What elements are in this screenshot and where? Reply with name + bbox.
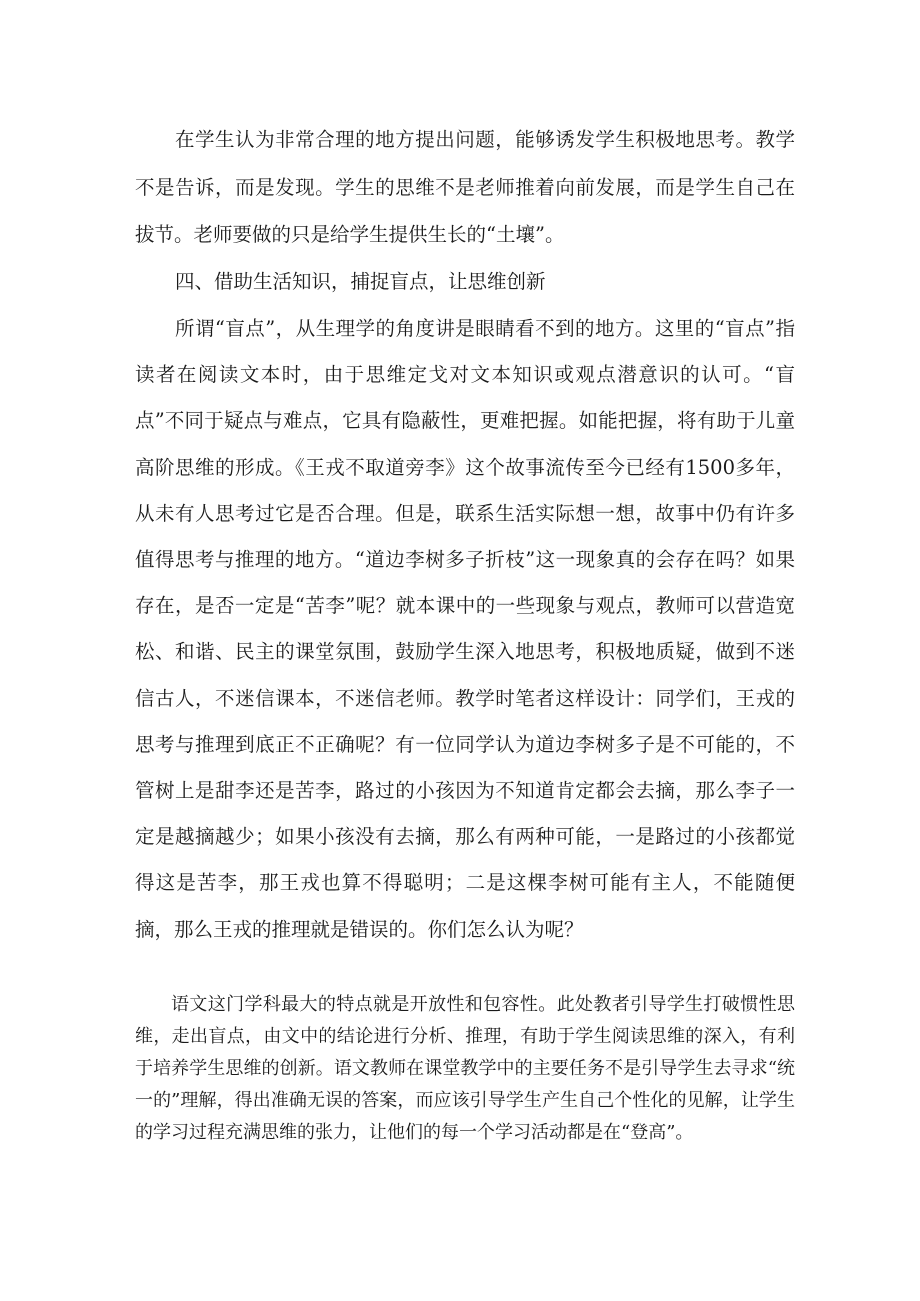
section-heading: 四、借助生活知识，捕捉盲点，让思维创新 — [175, 270, 546, 293]
blind-spot-paragraph: 所谓“盲点”，从生理学的角度讲是眼睛看不到的地方。这里的“盲点”指读者在阅读文本时，由于思维定戈对文本知识或观点潜意识的认可。“盲点”不同于疑点与难点，它具有隐蔽性，更难把握。如能把握，将有助于儿童高阶思维的形成。《王戎不取道旁李》这个故事流传至今已经有1500多年，从未有人思考过它是否合理。但是，联系生活实际想一想，故事中仍有许多值得思考与推理的地方。“道边李树多子折枝”这一现象真的会存在吗？如果存在，是否一定是“苦李”呢？就本课中的一些现象与观点，教师可以营造宽松、和谐、民主的课堂氛围，鼓励学生深入地思考，积极地质疑，做到不迷信古人，不迷信课本，不迷信老师。教学时笔者这样设计：同学们，王戎的思考与推理到底正不正确呢？有一位同学认为道边李树多子是不可能的，不管树上是甜李还是苦李，路过的小孩因为不知道肯定都会去摘，那么李子一定是越摘越少；如果小孩没有去摘，那么有两种可能，一是路过的小孩都觉得这是苦李，那王戎也算不得聪明；二是这棵李树可能有主人，不能随便摘，那么王戎的推理就是错误的。你们怎么认为呢？ — [135, 317, 795, 941]
conclusion-paragraph: 语文这门学科最大的特点就是开放性和包容性。此处教者引导学生打破惯性思维，走出盲点，由文中的结论进行分析、推理，有助于学生阅读思维的深入，有利于培养学生思维的创新。语文教师在课堂教学中的主要任务不是引导学生去寻求“统一的”理解，得出准确无误的答案，而应该引导学生产生自己个性化的见解，让学生的学习过程充满思维的张力，让他们的每一个学习活动都是在“登高”。 — [135, 994, 795, 1143]
intro-paragraph: 在学生认为非常合理的地方提出问题，能够诱发学生积极地思考。教学不是告诉，而是发现。学生的思维不是老师推着向前发展，而是学生自己在拔节。老师要做的只是给学生提供生长的“土壤”。 — [135, 128, 795, 246]
